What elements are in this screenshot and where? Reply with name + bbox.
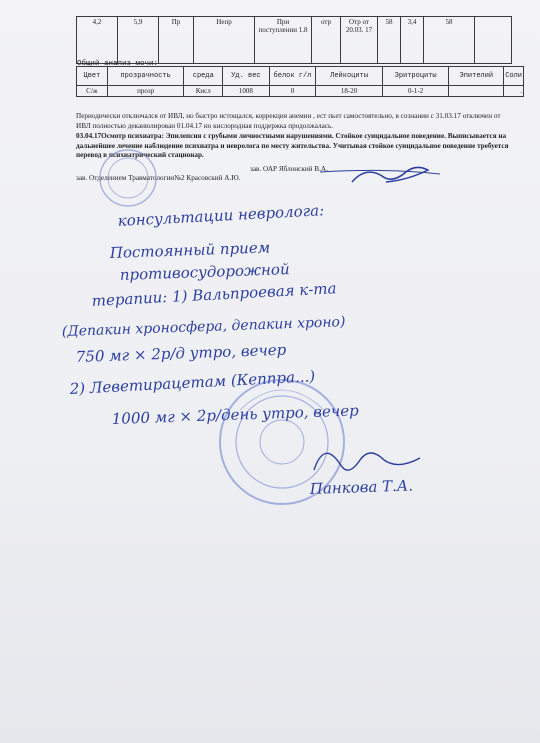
lab-cell: отр <box>312 17 341 64</box>
clinical-course-paragraph: Периодически отключался от ИВЛ, но быстро истощался, коррекция анемии , ест пьет самостоятельно, в сознании с 31.03.17 отключен от ИВЛ полностью деканюлирован 01.04.17 но кислородная поддержка продолжалась. <box>76 112 501 130</box>
urine-header: Эритроциты <box>382 67 449 86</box>
lab-cell: 58 <box>424 17 475 64</box>
urine-header: Уд. вес <box>223 67 270 86</box>
small-stamp <box>100 150 156 206</box>
handwriting-line-4: терапии: 1) Вальпроевая к-та <box>91 279 337 310</box>
handwriting-line-8: 1000 мг × 2р/день утро, вечер <box>111 401 359 428</box>
urine-header: прозрачность <box>107 67 184 86</box>
handwriting-signature: Панкова Т.А. <box>309 476 414 498</box>
signature-scribble-icon <box>352 167 428 182</box>
lab-cell: При поступлении 1.8 <box>255 17 312 64</box>
handwriting-line-1: консультации невролога: <box>117 201 325 230</box>
urine-header: Соли <box>504 67 524 86</box>
head-signature-line: зав. ОАР Яблонский В.А. <box>250 165 328 173</box>
urine-cell: 0 <box>269 86 316 97</box>
psychiatrist-exam-paragraph: 03.04.17Осмотр психиатра: Эпилепсия с грубыми личностными нарушениями. Стойкое суицидальное поведение. Выписывается на дальнейшее лечение наблюдение психиатра и невролога по месту жительства. Учитывая стойкое суицидальное поведение требуется перевод в психиатрический стационар. <box>76 132 509 160</box>
urine-cell: 18-20 <box>316 86 383 97</box>
urine-header: Эпителий <box>449 67 504 86</box>
urine-header: белок г/л <box>269 67 316 86</box>
lab-cell: Пр <box>159 17 194 64</box>
urine-cell: прозр <box>107 86 184 97</box>
handwriting-line-7: 2) Леветирацетам (Кеппра...) <box>69 367 316 398</box>
urine-cell: С/ж <box>77 86 108 97</box>
lab-cell: 3,4 <box>401 17 424 64</box>
urine-cell: Кисл <box>184 86 223 97</box>
lab-cell: 58 <box>378 17 401 64</box>
handwriting-line-5: (Депакин хроносфера, депакин хроно) <box>61 314 346 340</box>
urine-header: Лейкоциты <box>316 67 383 86</box>
lab-cell: Отр от 20.03. 17 <box>341 17 378 64</box>
urine-cell: 1008 <box>223 86 270 97</box>
lab-cell: 5,9 <box>118 17 159 64</box>
department-signature-line: зав. Отделением Травматологии№2 Красовский А.Ю. <box>76 174 241 182</box>
handwriting-line-6: 750 мг × 2р/д утро, вечер <box>75 340 287 366</box>
handwriting-line-3: противосудорожной <box>119 260 290 284</box>
urine-title: Общий анализ мочи: <box>77 60 159 68</box>
lab-cell: 4,2 <box>77 17 118 64</box>
urine-cell: 0-1-2 <box>382 86 449 97</box>
lab-cell: Непр <box>194 17 255 64</box>
urine-header: среда <box>184 67 223 86</box>
handwriting-line-2: Постоянный прием <box>109 238 271 262</box>
signature-flourish-icon <box>314 453 420 470</box>
urine-header: Цвет <box>77 67 108 86</box>
urine-cell: . <box>504 86 524 97</box>
